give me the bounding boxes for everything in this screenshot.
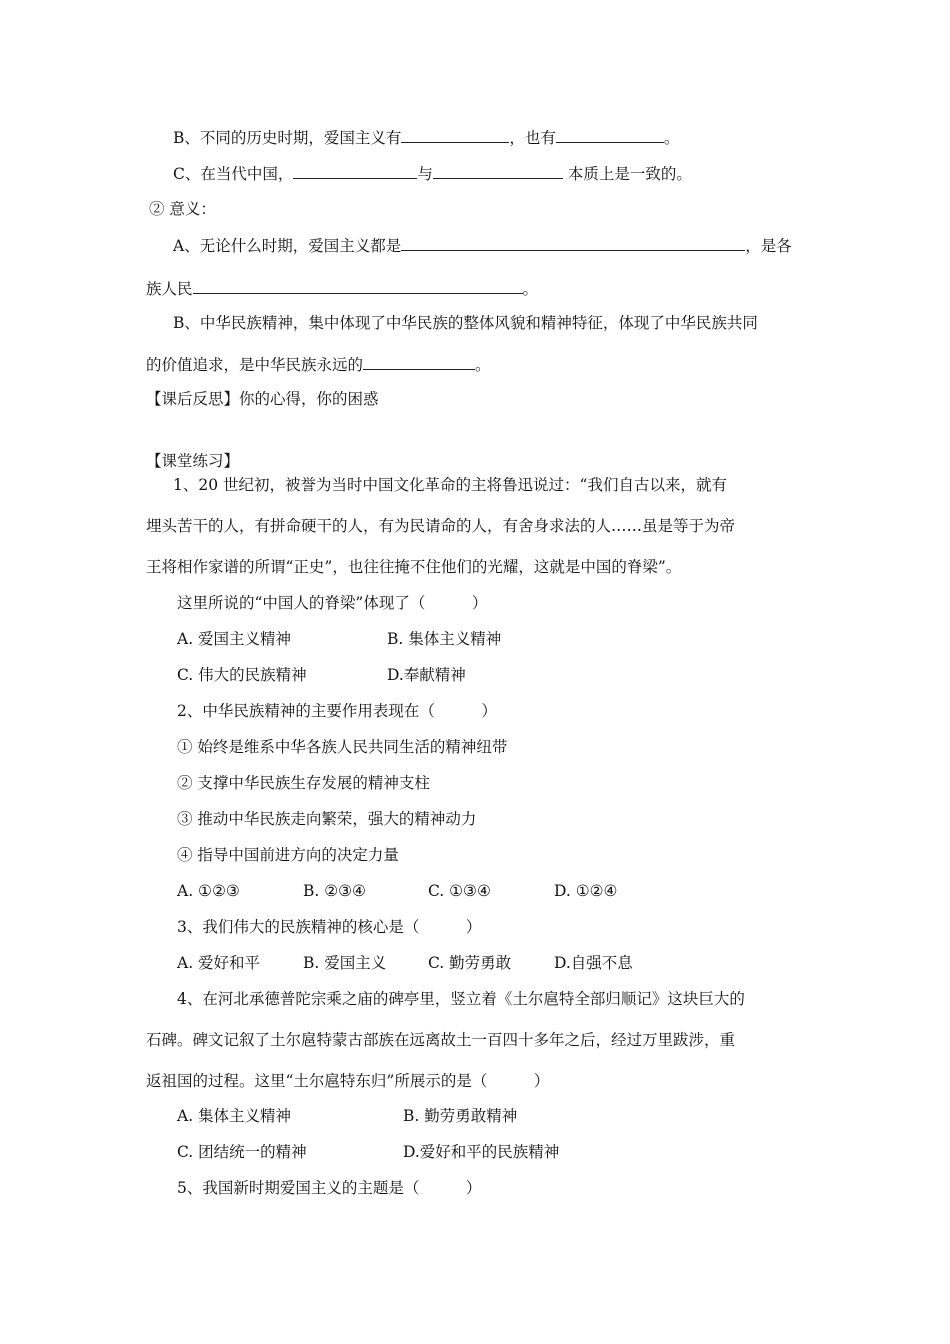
item-b2-line1: B、中华民族精神，集中体现了中华民族的整体风貌和精神特征，体现了中华民族共同 [173, 314, 758, 332]
q3-option-d[interactable]: D.自强不息 [554, 954, 633, 972]
item-b-end: 。 [663, 129, 680, 147]
q1-option-a[interactable]: A. 爱国主义精神 [177, 630, 292, 648]
q1-line3: 王将相作家谱的所谓“正史”，也往往掩不住他们的光耀，这就是中国的脊梁”。 [146, 558, 682, 576]
q3-option-c[interactable]: C. 勤劳勇敢 [428, 954, 512, 972]
q4-line1: 4、在河北承德普陀宗乘之庙的碑亭里，竖立着《土尔扈特全部归顺记》这块巨大的 [177, 990, 745, 1008]
q2-item-4: ④ 指导中国前进方向的决定力量 [177, 846, 399, 864]
blank-a1[interactable] [401, 235, 745, 251]
blank-c2[interactable] [433, 163, 563, 179]
q2-option-b[interactable]: B. ②③④ [303, 882, 366, 900]
q2-item-2: ② 支撑中华民族生存发展的精神支柱 [177, 774, 430, 792]
item-b2-line2 [146, 354, 491, 375]
q2-option-c[interactable]: C. ①③④ [428, 882, 491, 900]
q5-stem: 5、我国新时期爱国主义的主题是（ ） [177, 1179, 482, 1197]
q2-option-a[interactable]: A. ①②③ [177, 882, 240, 900]
item-b-prefix: B、不同的历史时期，爱国主义有 [173, 129, 402, 147]
item-b-line [173, 127, 679, 148]
item-c-prefix: C、在当代中国， [173, 165, 294, 183]
q2-stem: 2、中华民族精神的主要作用表现在（ ） [177, 702, 497, 720]
q2-item-1: ① 始终是维系中华各族人民共同生活的精神纽带 [177, 738, 508, 756]
blank-b2[interactable] [556, 127, 664, 143]
blank-c1[interactable] [293, 163, 417, 179]
q3-stem: 3、我们伟大的民族精神的核心是（ ） [177, 918, 482, 936]
q1-option-d[interactable]: D.奉献精神 [387, 666, 466, 684]
item-c-end: 本质上是一致的。 [562, 165, 692, 183]
q4-line2: 石碑。碑文记叙了土尔扈特蒙古部族在远离故土一百四十多年之后，经过万里跋涉，重 [146, 1031, 736, 1049]
item-b2-line2-end: 。 [475, 356, 491, 374]
item-c-mid: 与 [417, 165, 433, 183]
item-a-line2-prefix: 族人民 [146, 280, 193, 298]
blank-b1[interactable] [401, 127, 509, 143]
q3-option-a[interactable]: A. 爱好和平 [177, 954, 261, 972]
blank-a2[interactable] [193, 278, 523, 294]
item-a-line2-end: 。 [522, 280, 539, 298]
reflection-heading: 【课后反思】你的心得，你的困惑 [146, 390, 379, 408]
q4-line3: 返祖国的过程。这里“土尔扈特东归”所展示的是（ ） [146, 1072, 550, 1090]
q1-option-c[interactable]: C. 伟大的民族精神 [177, 666, 307, 684]
q4-option-d[interactable]: D.爱好和平的民族精神 [403, 1143, 560, 1161]
q2-option-d[interactable]: D. ①②④ [554, 882, 618, 900]
item-b-mid: ，也有 [509, 129, 556, 147]
q4-option-c[interactable]: C. 团结统一的精神 [177, 1143, 307, 1161]
q1-option-b[interactable]: B. 集体主义精神 [387, 630, 502, 648]
item-a-end: ，是各 [745, 237, 792, 255]
item-a-line1 [173, 235, 792, 256]
q1-stem: 这里所说的“中国人的脊梁”体现了（ ） [177, 594, 488, 612]
q4-option-a[interactable]: A. 集体主义精神 [177, 1107, 292, 1125]
item-b2-line2-prefix: 的价值追求，是中华民族永远的 [146, 356, 364, 374]
q3-option-b[interactable]: B. 爱国主义 [303, 954, 387, 972]
q1-line1: 1、20 世纪初，被誉为当时中国文化革命的主将鲁迅说过：“我们自古以来，就有 [173, 476, 727, 494]
item-a-prefix: A、无论什么时期，爱国主义都是 [173, 237, 402, 255]
q4-option-b[interactable]: B. 勤劳勇敢精神 [403, 1107, 518, 1125]
practice-heading: 【课堂练习】 [146, 452, 240, 470]
item-c-line [173, 163, 692, 184]
item-a-line2 [146, 278, 538, 299]
blank-b2-1[interactable] [363, 354, 475, 370]
q2-item-3: ③ 推动中华民族走向繁荣，强大的精神动力 [177, 810, 477, 828]
meaning-heading: ② 意义： [149, 200, 216, 218]
q1-line2: 埋头苦干的人，有拼命硬干的人，有为民请命的人，有舍身求法的人……虽是等于为帝 [146, 517, 736, 535]
